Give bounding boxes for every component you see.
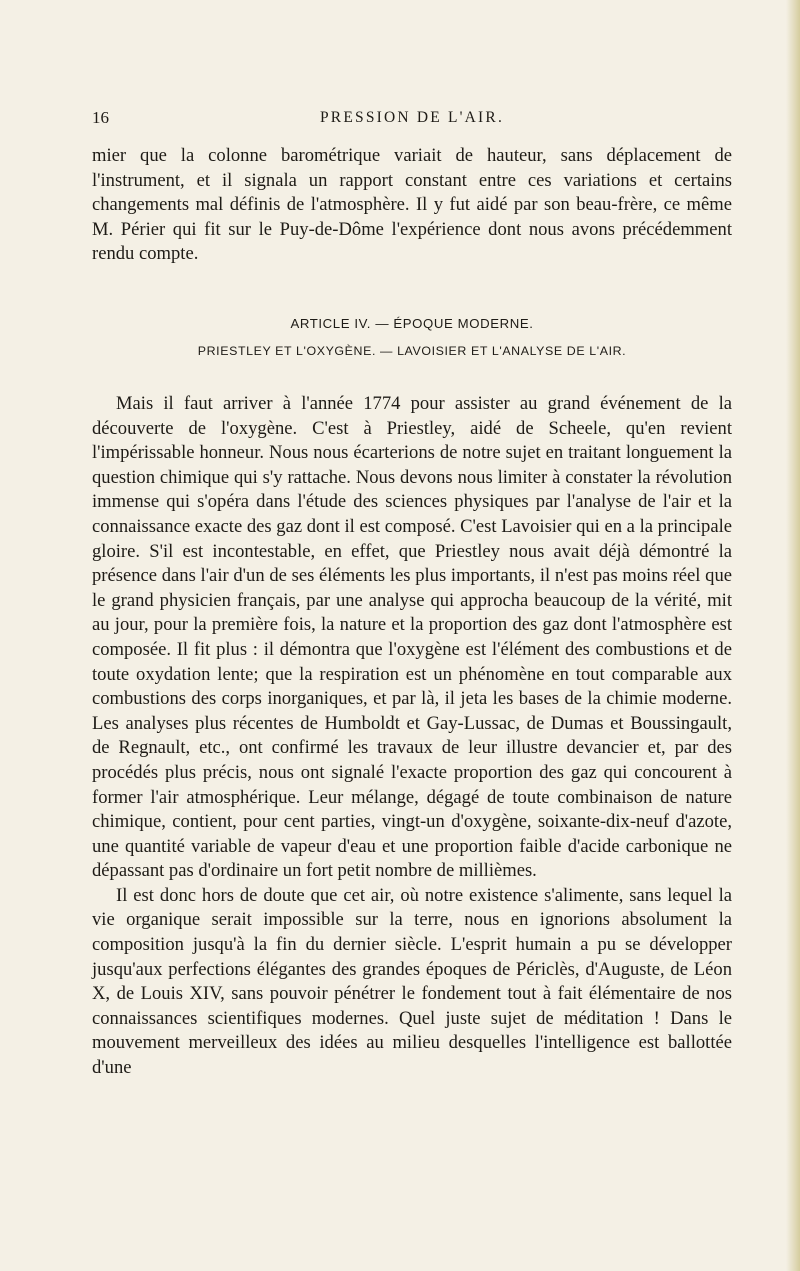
paragraph-text: mier que la colonne barométrique variait de hauteur, sans déplacement de l'instrument, et il signala un rapport constant entre ces variations et certains changements mal définis de l'atmosphère. Il y fut aidé par son beau-frère, ce même M. Périer qui fit sur le Puy-de-Dôme l'expérience dont nous avons précédemment rendu compte. (92, 145, 732, 265)
continuation-paragraph (92, 144, 732, 267)
article-subheading: PRIESTLEY ET L'OXYGÈNE. — LAVOISIER ET L'ANALYSE DE L'AIR. (197, 344, 627, 358)
running-header (92, 108, 732, 132)
running-title: PRESSION DE L'AIR. (319, 109, 505, 126)
article-body (92, 392, 732, 1081)
page-number: 16 (92, 108, 109, 127)
body-paragraph: Il est donc hors de doute que cet air, où notre existence s'alimente, sans lequel la vie organique serait impossible sur la terre, nous en ignorions absolument la composition jusqu'à la fin du dernier siècle. L'esprit humain a pu se développer jusqu'aux perfections élégantes des grandes époques de Périclès, d'Auguste, de Léon X, de Louis XIV, sans pouvoir pénétrer le fondement tout à fait élémentaire de nos connaissances scientifiques modernes. Quel juste sujet de méditation ! Dans le mouvement merveilleux des idées au milieu desquelles l'intelligence est ballottée d'une (92, 884, 732, 1079)
page-edge-shadow (786, 0, 800, 1271)
article-heading: ARTICLE IV. — ÉPOQUE MODERNE. (290, 316, 534, 331)
body-paragraph: Mais il faut arriver à l'année 1774 pour assister au grand événement de la découverte de l'oxygène. C'est à Priestley, aidé de Scheele, qu'en revient l'impérissable honneur. Nous nous écarterions de notre sujet en traitant longuement la question chimique qui s'y rattache. Nous devons nous limiter à constater la révolution immense qui s'opéra dans l'étude des sciences physiques par l'analyse de l'air et la connaissance exacte des gaz dont il est composé. C'est Lavoisier qui en a la principale gloire. S'il est incontestable, en effet, que Priestley nous avait déjà démontré la présence dans l'air d'un de ses éléments les plus importants, il n'est pas moins réel que le grand physicien français, par une analyse qui approcha beaucoup de la vérité, mit au jour, pour la première fois, la nature et la proportion des gaz dont l'atmosphère est composée. Il fit plus : il démontra que l'oxygène est l'élément des combustions et de toute oxydation lente; que la respiration est un phénomène en tout comparable aux combustions des corps inorganiques, et par là, il jeta les bases de la chimie moderne. Les analyses plus récentes de Humboldt et Gay-Lussac, de Dumas et Boussingault, de Regnault, etc., ont confirmé les travaux de leur illustre devancier et, par des procédés plus précis, nous ont signalé l'exacte proportion des gaz qui concourent à former l'air atmosphérique. Leur mélange, dégagé de toute combinaison de nature chimique, contient, pour cent parties, vingt-un d'oxygène, soixante-dix-neuf d'azote, une quantité variable de vapeur d'eau et une proportion faible d'acide carbonique ne dépassant pas d'ordinaire un fort petit nombre de millièmes. (92, 393, 732, 882)
